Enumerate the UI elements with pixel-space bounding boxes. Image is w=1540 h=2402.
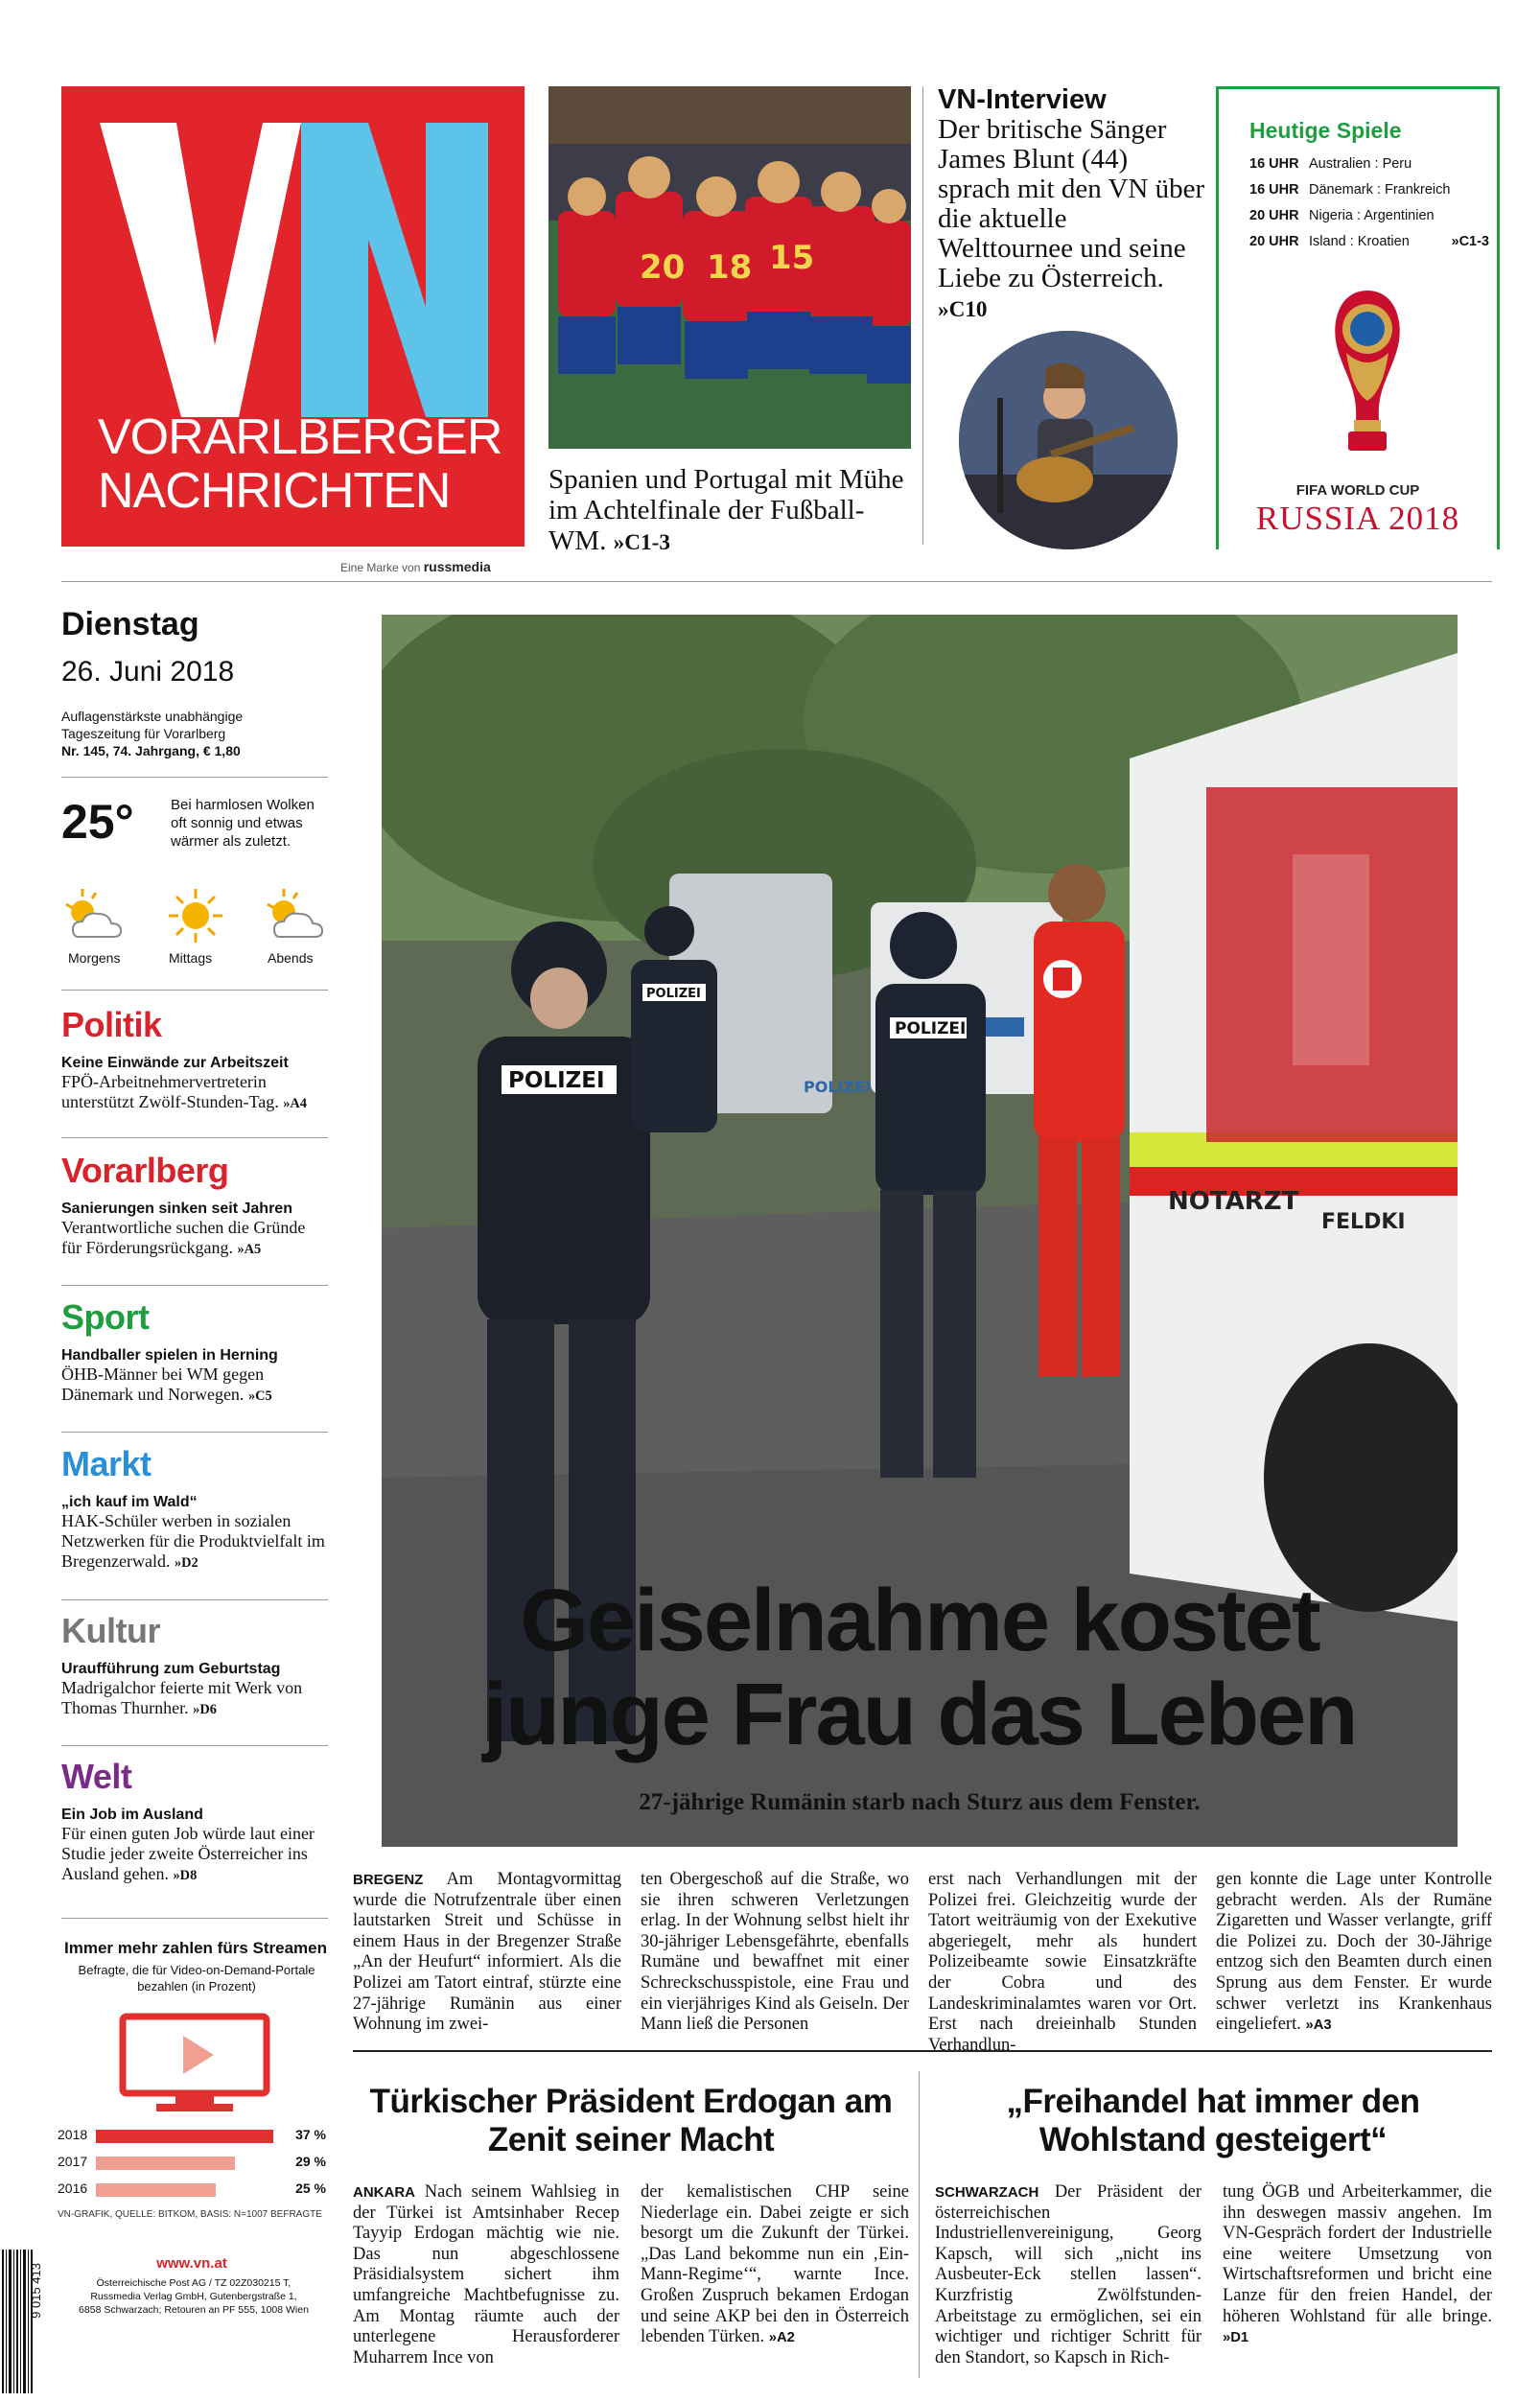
divider [61,1432,328,1433]
world-cup-trophy-icon [1319,286,1415,468]
section-ref[interactable]: »A4 [283,1096,307,1111]
section-body: FPÖ-Arbeitnehmervertreterin unterstützt Zwölf-Stunden-Tag. [61,1072,279,1111]
bar-value-label: 29 % [295,2154,326,2169]
teaser-spain-ref[interactable]: »C1-3 [613,530,670,555]
section-body: Für einen guten Job würde laut einer Studie jeder zweite Österreicher ins Ausland gehen. [61,1824,315,1883]
main-article-col2: ten Obergeschoß auf die Straße, wo sie ihren schweren Verletzungen erlag. In der Wohnung selbst hielt ihr 30-jähriger Lebensgefährte, ebenfalls Rumäne und bewaffnet mit einer Schreckschusspistole, eine Frau und ein vierjähriges Kind als Geiseln. Der Mann ließ die Personen [641,1870,909,2035]
bar-row [58,2180,326,2200]
section-title: Politik [61,1005,162,1044]
sun-icon [162,887,229,944]
game-match: Island : Kroatien [1309,234,1410,249]
section-body: HAK-Schüler werben in sozialen Netzwerken für die Produktvielfalt im Bregenzerwald. [61,1511,325,1571]
game-time: 16 UHR [1249,156,1299,172]
interview-title: VN-Interview [938,84,1107,115]
erdogan-col1 [353,2182,619,2368]
teaser-spain[interactable] [548,464,908,558]
section-ref[interactable]: »D2 [174,1555,198,1571]
bar-row [58,2127,326,2146]
section-markt[interactable] [61,1444,328,1574]
masthead-rule [61,581,1492,582]
masthead-name-line2: NACHRICHTEN [98,463,451,519]
svg-text:NOTARZT: NOTARZT [1168,1187,1299,1216]
section-title: Vorarlberg [61,1151,229,1190]
svg-text:15: 15 [769,239,815,277]
section-text [61,1824,328,1886]
teaser-interview-text: Der britische Sänger James Blunt (44) sprach mit den VN über die aktuelle Welttournee und seine Liebe zu Österreich. [938,114,1205,293]
barcode-number: 9 015 413 [29,2263,43,2319]
main-col4-text: gen konnte die Lage unter Kontrolle gebracht werden. Als der Rumäne Zigaretten und Wasser verlangte, griff die Polizei zu. Doch der 30-Jährige entzog sich den Beamten durch einen Sprung aus dem Fenster. Er wurde schwer verletzt ins Krankenhaus eingeliefert. [1216,1870,1492,2035]
game-ref[interactable]: »C1-3 [1451,234,1489,249]
erdogan-col2-text: der kemalistischen CHP seine Niederlage ein. Dabei zeigte er sich besorgt um die Zukunft der Türkei. „Das Land bekomme nun ein ‚Ein-Mann-Regime‘“, warnte Ince. Großen Zuspruch bekamen Erdogan und seine AKP bei den in Österreich lebenden Türken. [641,2182,909,2347]
section-sport[interactable] [61,1297,328,1407]
game-match: Australien : Peru [1309,156,1412,172]
section-welt[interactable] [61,1757,328,1886]
weekday: Dienstag [61,606,199,642]
teaser-interview[interactable] [938,115,1206,325]
stream-title: Immer mehr zahlen fürs Streamen [64,1939,327,1957]
erdogan-ref[interactable]: »A2 [768,2330,795,2346]
section-subtitle: Handballer spielen in Herning [61,1347,278,1364]
bar [96,2157,235,2170]
section-text [61,1072,328,1114]
games-list [1249,156,1489,260]
svg-text:20: 20 [640,248,686,287]
erdogan-headline[interactable]: Türkischer Präsident Erdogan am Zenit seiner Macht [369,2083,893,2158]
paper-info-line1: Auflagenstärkste unabhängige [61,709,244,724]
svg-text:POLIZEI: POLIZEI [804,1078,871,1096]
section-subtitle: Uraufführung zum Geburtstag [61,1661,281,1677]
bar-category: 2017 [58,2154,88,2169]
section-title: Welt [61,1757,132,1796]
main-headline [382,1574,1458,1761]
games-title: Heutige Spiele [1249,118,1402,143]
section-kultur[interactable] [61,1611,328,1720]
divider [61,1137,328,1138]
divider [61,1745,328,1746]
section-subtitle: „ich kauf im Wald“ [61,1494,198,1510]
divider [919,2071,920,2378]
hostage-scene-photo[interactable] [382,615,1458,1847]
bar-value-label: 37 % [295,2127,326,2142]
cup-line2: RUSSIA 2018 [1255,500,1460,537]
bar-value-label: 25 % [295,2180,326,2196]
section-text [61,1678,328,1720]
section-text [61,1511,328,1574]
game-row[interactable] [1249,208,1489,234]
game-time: 16 UHR [1249,182,1299,198]
bar-category: 2016 [58,2180,88,2196]
main-headline-line1: Geiselnahme kostet [520,1572,1319,1669]
main-col1-text: Am Montagvormittag wurde die Notrufzentrale über einen lautstarken Streit und Schüsse in einem Haus in der Bregenzer Straße „An der Heufurt“ informiert. Als die Polizei am Tatort eintraf, stürzte eine 27-jährige Rumänin aus einer Wohnung im zwei- [353,1870,621,2035]
freihandel-ref[interactable]: »D1 [1223,2330,1249,2346]
section-body: Madrigalchor feierte mit Werk von Thomas Thurnher. [61,1678,303,1717]
brand-line [340,559,491,574]
svg-text:POLIZEI: POLIZEI [895,1019,967,1038]
section-politik[interactable] [61,1005,328,1114]
brand-prefix: Eine Marke von [340,561,421,574]
date: 26. Juni 2018 [61,656,235,688]
divider [61,1918,328,1919]
imprint-line3: 6858 Schwarzach; Retouren an PF 555, 1008 Wien [79,2304,309,2316]
section-ref[interactable]: »C5 [247,1388,272,1404]
freihandel-dateline: SCHWARZACH [935,2184,1039,2201]
spain-photo-illustration [548,86,911,449]
section-title: Kultur [61,1611,160,1650]
james-blunt-illustration [959,331,1178,549]
erdogan-col1-text: Nach seinem Wahlsieg in der Türkei ist Amtsinhaber Recep Tayyip Erdogan mächtig wie nie. Das nun abgeschlossene Präsidialsystem sichert ihm umfangreiche Machtbefugnisse zu. Am Montag räumte auch der unterlegene Herausforderer Muharrem Ince von [353,2182,619,2367]
bar-category: 2018 [58,2127,88,2142]
main-article-col1 [353,1870,621,2036]
spain-team-photo[interactable] [548,86,911,449]
paper-info-line2: Tageszeitung für Vorarlberg [61,726,226,741]
freihandel-col1 [935,2182,1202,2368]
game-time: 20 UHR [1249,208,1299,223]
section-subtitle: Ein Job im Ausland [61,1807,203,1823]
section-body: ÖHB-Männer bei WM gegen Dänemark und Norwegen. [61,1364,265,1404]
section-text [61,1364,328,1407]
section-body: Verantwortliche suchen die Gründe für Förderungsrückgang. [61,1218,306,1257]
section-title: Sport [61,1297,150,1337]
main-headline-line2: junge Frau das Leben [482,1666,1357,1763]
erdogan-dateline: ANKARA [353,2184,415,2201]
svg-text:FELDKI: FELDKI [1321,1210,1406,1234]
sun-cloud-icon [61,887,128,944]
section-subtitle: Keine Einwände zur Arbeitszeit [61,1055,289,1071]
section-text [61,1218,328,1260]
section-ref[interactable]: »A5 [237,1242,262,1257]
game-match: Dänemark : Frankreich [1309,182,1451,198]
main-subhead: 27-jährige Rumänin starb nach Sturz aus dem Fenster. [639,1789,1201,1815]
section-ref[interactable]: »D6 [193,1702,217,1717]
divider [61,990,328,991]
sun-cloud-icon [263,887,330,944]
game-time: 20 UHR [1249,234,1299,249]
imprint-line1: Österreichische Post AG / TZ 02Z030215 T, [96,2277,292,2289]
paper-info [61,708,243,759]
imprint-line2: Russmedia Verlag GmbH, Gutenbergstraße 1, [90,2291,297,2302]
section-ref[interactable]: »D8 [173,1868,198,1883]
stream-source: VN-GRAFIK, QUELLE: BITKOM, BASIS: N=1007 BEFRAGTE [58,2209,322,2220]
weather-text: Bei harmlosen Wolken oft sonnig und etwas wärmer als zuletzt. [171,797,315,850]
brand-name: russmedia [423,559,491,574]
divider [922,86,923,545]
bar-row [58,2154,326,2173]
game-row[interactable] [1249,182,1489,208]
game-row[interactable] [1249,234,1489,260]
freihandel-col2 [1223,2182,1492,2349]
main-ref[interactable]: »A3 [1305,2017,1332,2034]
teaser-spain-text: Spanien und Portugal mit Mühe im Achtelfinale der Fußball-WM. [548,464,904,556]
weather-forecast [61,887,330,973]
game-row[interactable] [1249,156,1489,182]
forecast-noon: Mittags [169,950,213,966]
footer-url[interactable]: www.vn.at [156,2255,227,2272]
game-match: Nigeria : Argentinien [1309,208,1435,223]
divider [61,777,328,778]
stream-subtitle: Befragte, die für Video-on-Demand-Portale bezahlen (in Prozent) [78,1963,315,1994]
freihandel-headline[interactable]: „Freihandel hat immer den Wohlstand gesteigert“ [1006,2083,1420,2158]
freihandel-col2-text: tung ÖGB und Arbeiterkammer, die ihn deswegen massiv angehen. Im VN-Gespräch fordert der Industrielle eine weitere Umsetzung von Wirtschaftsreformen und bricht eine Lanze für den freien Handel, der höheren Wohlstand für alle bringe. [1223,2182,1492,2326]
forecast-evening: Abends [268,950,314,966]
main-article-col4 [1216,1870,1492,2037]
masthead-name-line1: VORARLBERGER [98,409,502,465]
bar [96,2130,273,2143]
svg-text:18: 18 [707,248,753,287]
divider [353,2050,1492,2052]
tv-play-icon [118,2012,271,2117]
section-subtitle: Sanierungen sinken seit Jahren [61,1201,292,1217]
divider [61,1285,328,1286]
section-vorarlberg[interactable] [61,1151,328,1260]
main-article-col3: erst nach Verhandlungen mit der Polizei frei. Gleichzeitig wurde der Tatort weiträumig von der Exekutive abgeriegelt, mehr als hundert Polizeibeamte sowie Einsatzkräfte der Cobra und des Landeskriminalamtes waren vor Ort. Erst nach dreieinhalb Stunden Verhandlun- [928,1870,1197,2055]
games-box [1216,86,1500,549]
divider [61,1599,328,1600]
freihandel-col1-text: Der Präsident der österreichischen Industriellenvereinigung, Georg Kapsch, will sich „nicht ins Ausbeuter-Eck stellen lassen“. Kurzfristig Zwölfstunden-Arbeitstage zu ermöglichen, sei ein wichtiger und richtiger Schritt für den Standort, so Kapsch in Rich- [935,2182,1202,2367]
bar [96,2183,216,2197]
cup-line1: FIFA WORLD CUP [1295,482,1420,499]
main-dateline: BREGENZ [353,1872,424,1888]
svg-text:POLIZEI: POLIZEI [508,1068,605,1093]
james-blunt-photo[interactable] [959,331,1178,549]
weather-temp: 25° [61,795,134,849]
teaser-interview-ref[interactable]: »C10 [938,297,988,322]
footer-imprint [58,2276,330,2317]
paper-info-line3: Nr. 145, 74. Jahrgang, € 1,80 [61,743,241,758]
erdogan-col2 [641,2182,909,2349]
svg-text:POLIZEI: POLIZEI [646,987,701,1001]
masthead-logo[interactable] [61,86,525,547]
forecast-morning: Morgens [68,950,121,966]
section-title: Markt [61,1444,152,1483]
